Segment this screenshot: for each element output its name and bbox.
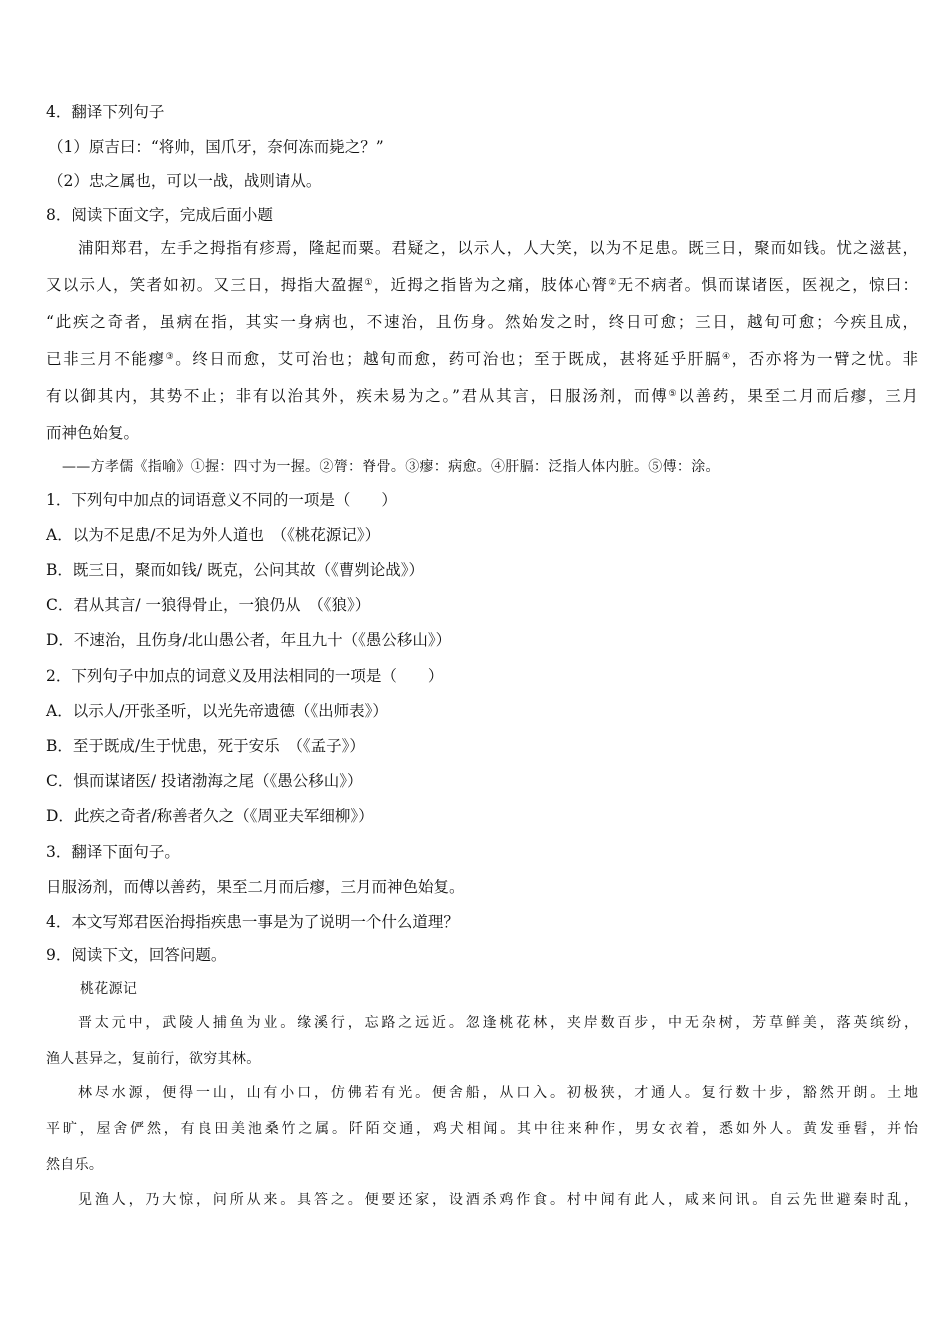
passage-line-2: 又以示人，笑者如初。又三日，拇指大盈握①，近拇之指皆为之痛，肢体心膂②无不病者。惧而谋诸医，医视之，惊曰： xyxy=(46,276,918,294)
passage-source-notes: ——方孝儒《指喻》①握：四寸为一握。②膂：脊骨。③瘳：病愈。④肝膈：泛指人体内脏。⑤傅：涂。 xyxy=(62,459,720,475)
question-2-option-d: D．此疾之奇者/称善者久之（《周亚夫军细柳》） xyxy=(46,807,374,825)
passage-line-6: 而神色始复。 xyxy=(46,424,140,442)
question-3: 3．翻译下面句子。 xyxy=(46,843,180,861)
section-4-question-1: （1）原吉曰：“将帅，国爪牙，奈何冻而毙之？” xyxy=(48,138,384,156)
article-line-5: 然自乐。 xyxy=(46,1157,104,1173)
article-line-3: 林尽水源，便得一山，山有小口，仿佛若有光。便舍船，从口入。初极狭，才通人。复行数十步，豁然开朗。土地 xyxy=(78,1085,918,1101)
question-2-option-c: C．惧而谋诸医/ 投诸渤海之尾（《愚公移山》） xyxy=(46,772,363,790)
article-line-4: 平旷，屋舍俨然，有良田美池桑竹之属。阡陌交通，鸡犬相闻。其中往来种作，男女衣着，悉如外人。黄发垂髫，并怡 xyxy=(46,1121,918,1137)
footnote-marker-4: ④ xyxy=(721,352,732,362)
footnote-marker-1: ① xyxy=(364,278,374,288)
question-2-option-b: B．至于既成/生于忧患，死于安乐 （《孟子》） xyxy=(46,737,365,755)
passage-line-1: 浦阳郑君，左手之拇指有疹焉，隆起而粟。君疑之，以示人，人大笑，以为不足患。既三日，聚而如钱。忧之滋甚， xyxy=(78,239,918,257)
footnote-marker-3: ③ xyxy=(165,352,176,362)
section-4-question-2: （2）忠之属也，可以一战，战则请从。 xyxy=(48,172,322,190)
section-9-title: 9．阅读下文，回答问题。 xyxy=(46,946,227,964)
question-1-option-c: C．君从其言/ 一狼得骨止，一狼仍从 （《狼》） xyxy=(46,596,371,614)
question-4: 4．本文写郑君医治拇指疾患一事是为了说明一个什么道理？ xyxy=(46,913,459,931)
article-heading: 桃花源记 xyxy=(80,981,138,997)
question-1-option-b: B．既三日，聚而如钱/ 既克，公问其故（《曹刿论战》） xyxy=(46,561,425,579)
passage-line-4: 已非三月不能瘳③。终日而愈，艾可治也；越旬而愈，药可治也；至于既成，甚将延乎肝膈④，否亦将为一臂之忧。非 xyxy=(46,350,918,368)
article-line-2: 渔人甚异之，复前行，欲穷其林。 xyxy=(46,1051,261,1067)
question-2: 2．下列句子中加点的词意义及用法相同的一项是（ ） xyxy=(46,667,444,685)
question-1: 1．下列句中加点的词语意义不同的一项是（ ） xyxy=(46,491,397,509)
article-line-1: 晋太元中，武陵人捕鱼为业。缘溪行，忘路之远近。忽逢桃花林，夹岸数百步，中无杂树，芳草鲜美，落英缤纷， xyxy=(78,1015,918,1031)
article-line-6: 见渔人，乃大惊，问所从来。具答之。便要还家，设酒杀鸡作食。村中闻有此人，咸来问讯。自云先世避秦时乱， xyxy=(78,1192,918,1208)
question-3-sentence: 日服汤剂，而傅以善药，果至二月而后瘳，三月而神色始复。 xyxy=(46,878,465,896)
section-8-title: 8．阅读下面文字，完成后面小题 xyxy=(46,206,273,224)
passage-line-5: 有以御其内，其势不止；非有以治其外，疾未易为之。”君从其言，日服汤剂，而傅⑤以善药，果至二月而后瘳，三月 xyxy=(46,387,918,405)
question-1-option-d: D．不速治，且伤身/北山愚公者，年且九十（《愚公移山》） xyxy=(46,631,452,649)
footnote-marker-2: ② xyxy=(608,278,618,288)
question-2-option-a: A．以示人/开张圣听，以光先帝遗德（《出师表》） xyxy=(46,702,388,720)
question-1-option-a: A．以为不足患/不足为外人道也 （《桃花源记》） xyxy=(46,526,381,544)
footnote-marker-5: ⑤ xyxy=(668,389,679,399)
passage-line-3: “此疾之奇者，虽病在指，其实一身病也，不速治，且伤身。然始发之时，终日可愈；三日，越旬可愈；今疾且成， xyxy=(46,313,918,331)
section-4-title: 4．翻译下列句子 xyxy=(46,103,165,121)
